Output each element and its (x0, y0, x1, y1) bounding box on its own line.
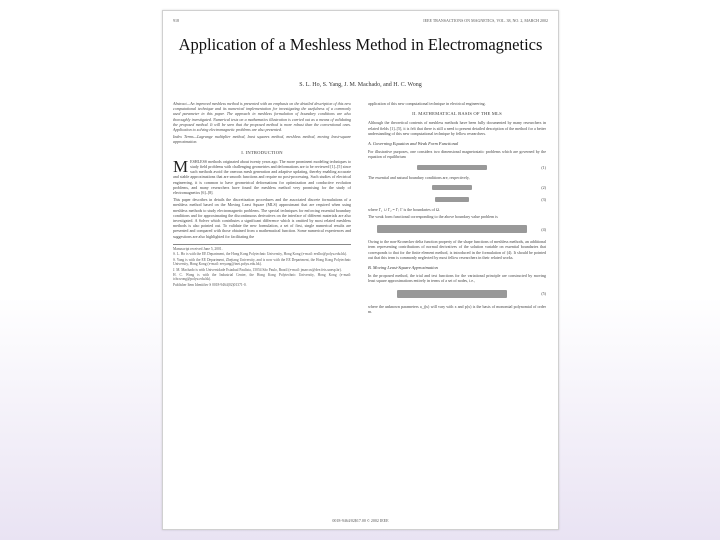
footnote: Publisher Item Identifier S 0018-9464(02)01371-0. (173, 282, 247, 287)
paper-authors: S. L. Ho, S. Yang, J. M. Machado, and H. C. Wong (299, 82, 422, 88)
footnote: J. M. Machado is with Universidade Estadual Paulista, 15054 São Paulo, Brazil (e-mail: jmarcos@dee.feis.unesp.br). (173, 267, 342, 272)
journal-name: IEEE TRANSACTIONS ON MAGNETICS, VOL. 38, NO. 2, MARCH 2002 (423, 18, 548, 23)
right-paragraph-1: Although the theoretical contents of meshless methods have been fully documented by many researchers in related fields [1]–[5], it is felt that there is still a need to present detailed description of the method for a better understanding of this new computational technique by fellow researchers. (368, 120, 546, 136)
right-column (368, 101, 546, 316)
equation-number: (4) (541, 226, 546, 232)
footnote: H. C. Wong is with the Industrial Center, the Hong Kong Polytechnic University, Hong Kong (e-mail: ichcwong@polyu.edu.hk). (173, 272, 351, 282)
equation-3 (368, 195, 546, 204)
equation-number: (1) (541, 164, 546, 170)
left-column (173, 101, 351, 288)
equation-2 (368, 183, 546, 192)
intro-paragraph-1 (173, 156, 351, 196)
intro-paragraph-1-text: ESHLESS methods originated about twenty years ago. The more prominent modeling techniques to study field problems with challenging geometries and deformations are to be reviewed [1]–[5] since such methods avoid the onerous mesh generation and adaptive updating, thereby enabling accurate and stable approximations that are smooth functions and require no post-processing. Such studies of electrical engineering, it is common to have geometrical deformations for optimization and conductive evolution problems, and many researchers have found the meshless method very promising for the study of electromagnetics [6]–[8]. (173, 158, 351, 196)
right-paragraph-4: where Γ₁ ∪ Γ₂ = Γ; Γ is the boundaries of Ω. (368, 206, 440, 212)
section-heading-formulation: II. MATHEMATICAL BASIS OF THE MLS (412, 111, 502, 117)
drop-cap: M (173, 156, 189, 176)
subsection-heading-a: A. Governing Equation and Weak Form Functional (368, 141, 459, 147)
paper-page (162, 10, 559, 530)
index-terms: Index Terms—Lagrange multiplier method, least squares method, meshless method, moving least-square approximation. (173, 134, 351, 145)
right-paragraph-6: Owing to the non-Kronecker delta function property of the shape functions of meshless methods, an additional term representing contributions of normal derivatives of the solution variable on essential boundaries that corresponds to that for the finite element method, is introduced in the formulation of (4). It should be pointed out that this term is commonly neglected by most fellow researchers in their related works. (368, 239, 546, 260)
paper-title: Application of a Meshless Method in Electromagnetics (178, 35, 543, 54)
right-paragraph-8: where the unknown parameters a_j(x) will vary with x and p(x) is the basis of monomial polynomial of order m. (368, 303, 546, 314)
right-paragraph-2: For illustrative purposes, one considers two dimensional magnetostatic problems which are governed by the equation of equilibrium (368, 149, 546, 160)
equation-number: (3) (541, 196, 546, 202)
section-heading-intro: I. INTRODUCTION (241, 149, 283, 155)
equation-4 (368, 222, 546, 236)
footnote: S. L. Ho is with the EE Department, the Hong Kong Polytechnic University, Hong Kong (e-mail: eeslho@polyu.edu.hk). (173, 252, 348, 257)
equation-1 (368, 163, 546, 172)
subsection-heading-b: B. Moving Least-Square Approximation (368, 265, 438, 271)
footnote: S. Yang is with the EE Department, Zhejiang University, and is now with the EE Department, the Hong Kong Polytechnic University, Hong Kong (e-mail: eesyang@inet.polyu.edu.hk). (173, 257, 351, 267)
equation-5 (368, 287, 546, 301)
equation-number: (2) (541, 184, 546, 190)
intro-paragraph-2: This paper describes in details the discretization procedures and the associated discrete formulations of a meshless method based on the Moving Least Square (MLS) approximant that are required when using meshless methods to study electromagnetic problems. The special techniques for enforcing essential boundary conditions and for approximating the discontinuous derivatives on the interface of different materials are also investigated. A Solver which contributes a significant difference which is omitted by most related meshless methods is also pointed out. To validate the new formulation, a set of first, single numerical results are presented and compared with those obtained from a mathematical function. Some numerical experiences and suggestions are also highlighted for facilitating the (173, 197, 351, 239)
right-paragraph-3: The essential and natural boundary conditions are, respectively, (368, 174, 470, 180)
abstract: Abstract—An improved meshless method is presented with an emphasis on the detailed description of this new computational technique and its numerical implementation for investigating the usefulness of a commonly used parameter in this paper. The approach in meshless formulation of boundary conditions are also thoroughly investigated. Numerical tests on a mathematics illustration is carried out as a means of validating the proposed method. It will be seen that the proposed method is more robust than the conventional ones. Application to solving electromagnetic problems are also presented. (173, 101, 351, 133)
footnote: Manuscript received June 5, 2001. (173, 246, 223, 251)
footnotes (173, 244, 351, 287)
right-paragraph-0: application of this new computational technique in electrical engineering. (368, 101, 486, 106)
right-paragraph-7: In the proposed method, the trial and test functions for the variational principle are constructed by moving least square approximations entirely in terms of a set of nodes, i.e., (368, 273, 546, 284)
right-paragraph-5: The weak form functional corresponding to the above boundary value problem is (368, 214, 498, 220)
page-number: 918 (173, 18, 179, 23)
equation-number: (5) (541, 291, 546, 297)
copyright-footer: 0018-9464/02$17.00 © 2002 IEEE (332, 518, 389, 523)
